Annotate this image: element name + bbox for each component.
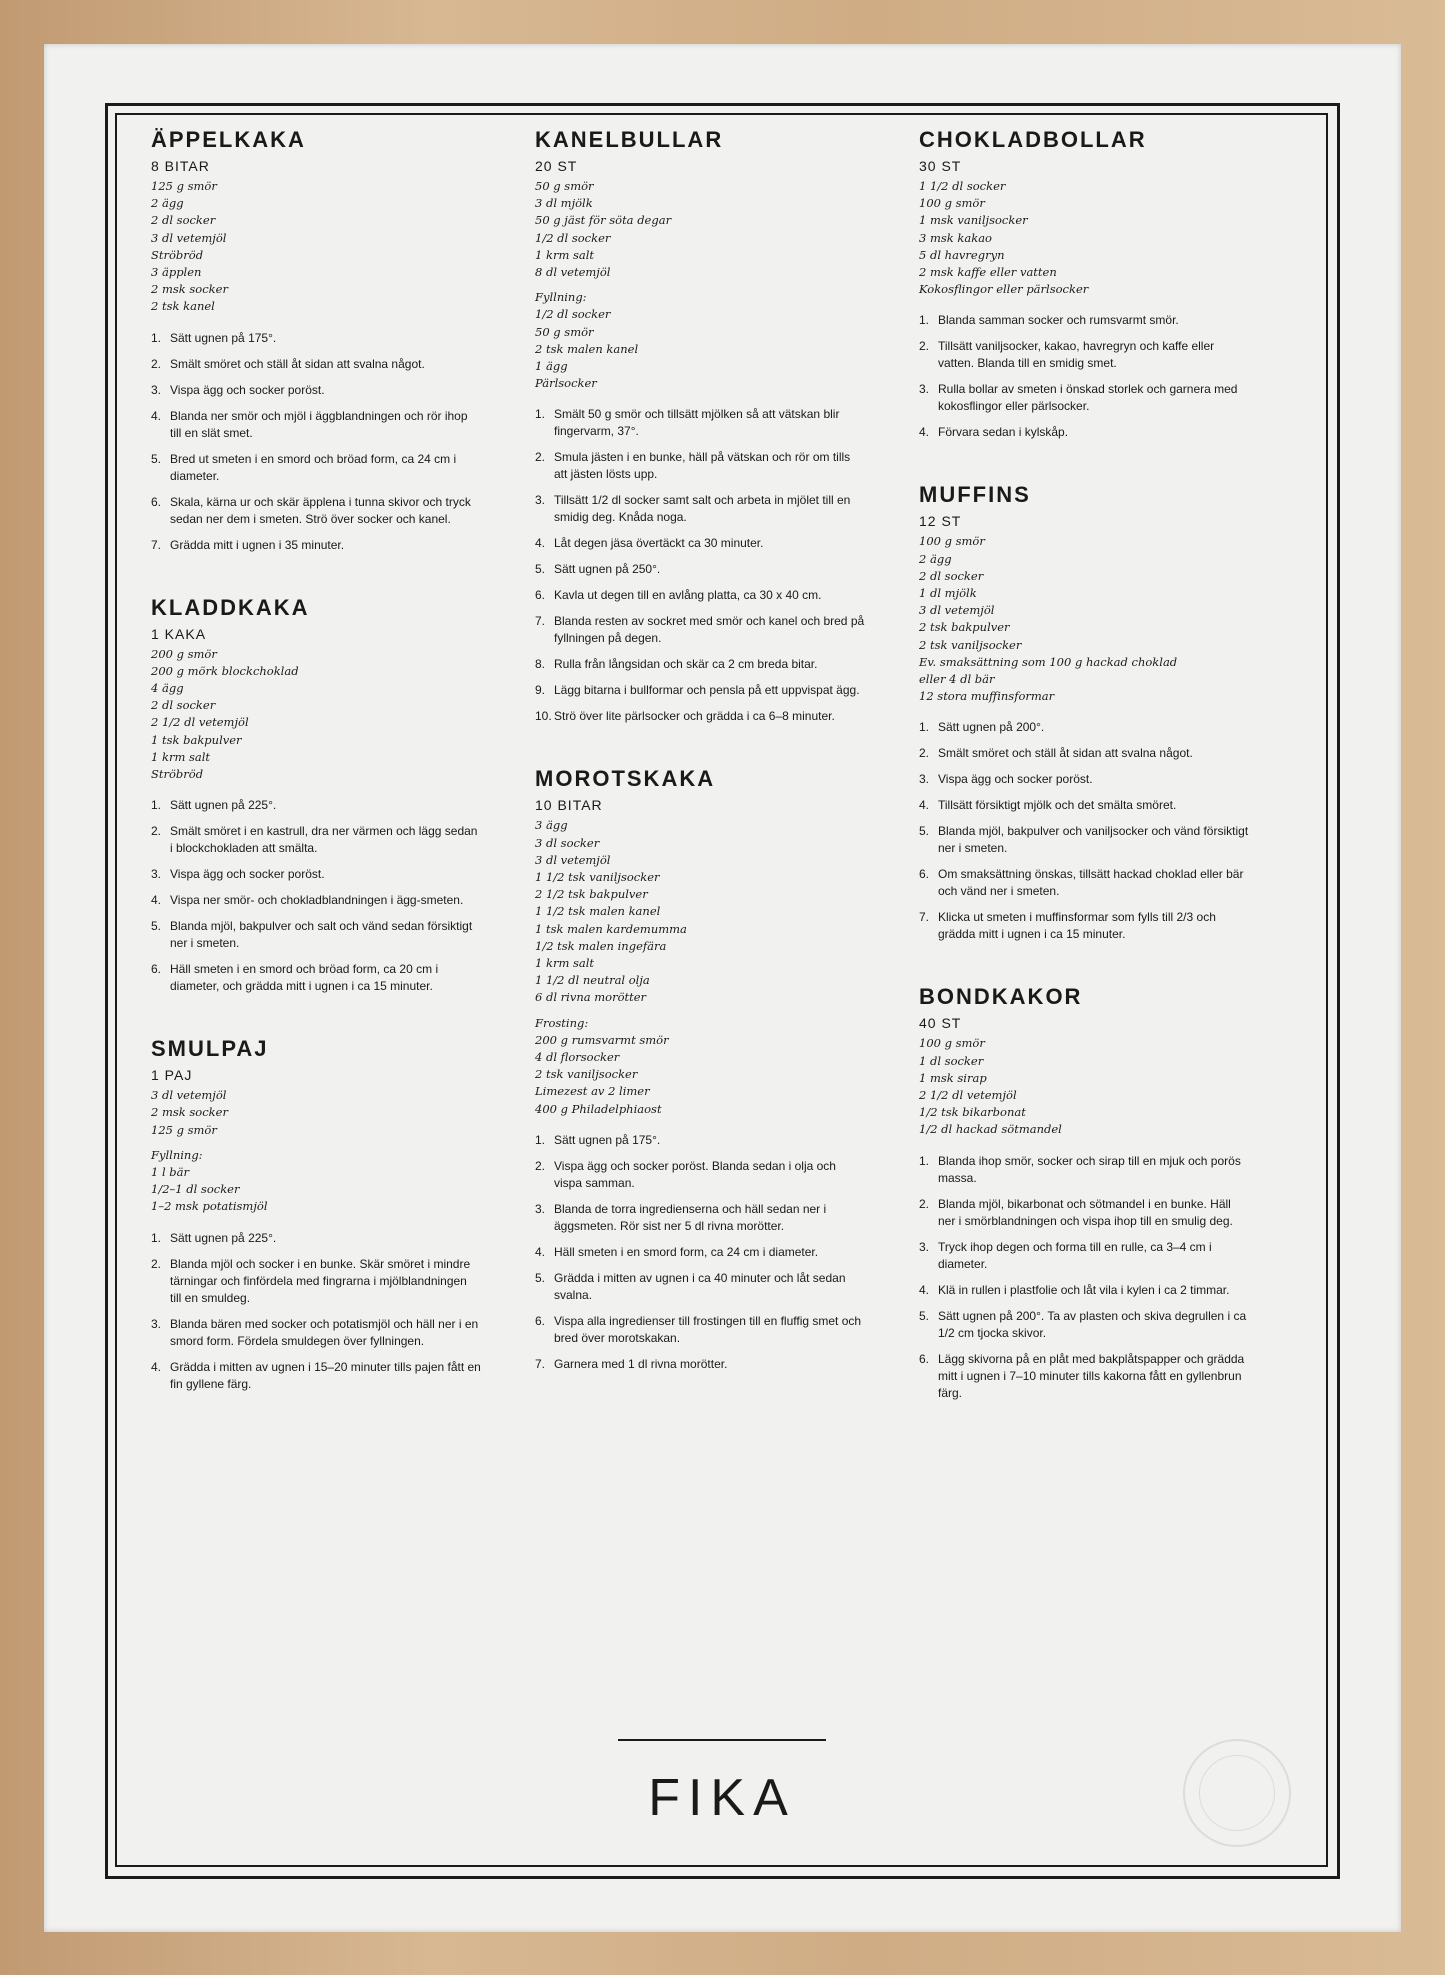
- step-number: 5.: [535, 562, 546, 577]
- step-text: Smält smöret och ställ åt sidan att svalna något.: [938, 746, 1193, 761]
- step-item: [151, 494, 481, 528]
- ingredient-item: 2 tsk vaniljsocker: [919, 637, 1022, 652]
- ingredient-item: 2 tsk kanel: [151, 299, 215, 314]
- step-number: 4.: [919, 425, 930, 440]
- ingredient-subheading: Fyllning:: [151, 1147, 203, 1162]
- step-number: 1.: [919, 313, 930, 328]
- recipe-card: [919, 983, 1249, 1401]
- ingredient-item: 200 g mörk blockchoklad: [151, 663, 299, 678]
- ingredient-item: 3 dl vetemjöl: [151, 1088, 227, 1103]
- step-item: [919, 909, 1249, 943]
- step-item: [919, 1308, 1249, 1342]
- ingredient-subheading: Fyllning:: [535, 290, 587, 305]
- ingredient-list: [151, 646, 481, 784]
- step-number: 3.: [535, 1201, 546, 1216]
- step-text: Blanda mjöl, bakpulver och vaniljsocker och vänd försiktigt ner i smeten.: [938, 824, 1249, 856]
- step-item: [535, 492, 865, 526]
- step-number: 4.: [919, 1282, 930, 1297]
- step-number: 4.: [151, 893, 162, 908]
- ingredient-item: 1 krm salt: [151, 749, 211, 764]
- ingredient-list: [535, 178, 865, 281]
- step-number: 2.: [151, 1256, 162, 1271]
- ingredient-item: 3 ägg: [535, 818, 568, 833]
- recipe-column-1: [151, 126, 481, 1433]
- step-item: [535, 561, 865, 578]
- ingredient-item: 2 msk socker: [151, 1105, 228, 1120]
- ingredient-item: Pärlsocker: [535, 376, 597, 391]
- step-number: 5.: [919, 1308, 930, 1323]
- step-number: 4.: [151, 1359, 162, 1374]
- recipe-title: CHOKLADBOLLAR: [919, 127, 1147, 152]
- step-list: [151, 1230, 481, 1393]
- ingredient-item: 125 g smör: [151, 1122, 217, 1137]
- step-item: [151, 1230, 481, 1247]
- step-number: 2.: [919, 1196, 930, 1211]
- step-text: Kavla ut degen till en avlång platta, ca 30 x 40 cm.: [554, 588, 822, 603]
- ingredient-subheading: Frosting:: [535, 1015, 589, 1030]
- step-text: Häll smeten i en smord form, ca 24 cm i diameter.: [554, 1244, 819, 1259]
- step-list: [151, 797, 481, 995]
- step-item: [919, 1351, 1249, 1402]
- step-number: 4.: [535, 1244, 546, 1259]
- step-text: Låt degen jäsa övertäckt ca 30 minuter.: [554, 536, 764, 551]
- step-number: 5.: [919, 824, 930, 839]
- step-text: Blanda mjöl, bakpulver och salt och vänd sedan försiktigt ner i smeten.: [170, 919, 473, 951]
- step-number: 7.: [919, 910, 930, 925]
- recipe-title: MUFFINS: [919, 482, 1031, 508]
- step-text: Blanda ihop smör, socker och sirap till en mjuk och porös massa.: [938, 1153, 1241, 1185]
- step-text: Förvara sedan i kylskåp.: [938, 425, 1069, 440]
- ingredient-item: 1 1/2 dl neutral olja: [535, 973, 650, 988]
- recipe-card: [151, 1035, 481, 1392]
- step-item: [919, 1196, 1249, 1230]
- step-text: Grädda i mitten av ugnen i 15–20 minuter tills pajen fått en fin gyllene färg.: [170, 1359, 481, 1391]
- step-list: [151, 330, 481, 554]
- ingredient-item: 6 dl rivna morötter: [535, 990, 647, 1005]
- step-number: 6.: [151, 962, 162, 977]
- step-text: Vispa ägg och socker poröst. Blanda sedan i olja och vispa samman.: [554, 1158, 836, 1190]
- ingredient-item: 1/2 dl socker: [535, 230, 611, 245]
- step-item: [919, 1282, 1249, 1299]
- recipe-yield: 30 ST: [919, 158, 962, 174]
- step-number: 3.: [535, 493, 546, 508]
- step-text: Sätt ugnen på 175°.: [170, 330, 277, 345]
- step-item: [535, 613, 865, 647]
- step-item: [919, 1239, 1249, 1273]
- ingredient-item: 3 msk kakao: [919, 230, 992, 245]
- step-number: 1.: [535, 407, 546, 422]
- step-item: [151, 356, 481, 373]
- step-text: Rulla bollar av smeten i önskad storlek och garnera med kokosflingor eller pärlsocker.: [938, 382, 1238, 414]
- step-text: Sätt ugnen på 200°.: [938, 720, 1045, 735]
- step-item: [919, 797, 1249, 814]
- step-text: Blanda mjöl och socker i en bunke. Skär smöret i mindre tärningar och finfördela med fingrarna i mjölblandningen till en smuldeg.: [170, 1256, 471, 1305]
- ingredient-item: 200 g smör: [151, 646, 217, 661]
- ingredient-item: 2 dl socker: [151, 698, 216, 713]
- step-text: Skala, kärna ur och skär äpplena i tunna skivor och tryck sedan ner dem i smeten. Strö över socker och kanel.: [170, 494, 471, 526]
- ingredient-item: 2 dl socker: [151, 213, 216, 228]
- extra-ingredient-list: [151, 1164, 481, 1216]
- ingredient-item: 4 ägg: [151, 681, 184, 696]
- recipe-yield: 1 KAKA: [151, 625, 207, 642]
- step-text: Sätt ugnen på 225°.: [170, 798, 277, 813]
- recipe-card: [151, 126, 481, 554]
- ingredient-item: 1 tsk malen kardemumma: [535, 921, 687, 936]
- ingredient-list: [151, 178, 481, 316]
- step-text: Blanda de torra ingredienserna och häll sedan ner i äggsmeten. Rör sist ner 5 dl rivna morötter.: [554, 1201, 827, 1233]
- step-number: 6.: [535, 1313, 546, 1328]
- step-item: [151, 918, 481, 952]
- ingredient-item: Limezest av 2 limer: [535, 1084, 650, 1099]
- recipe-card: [919, 481, 1249, 943]
- step-number: 2.: [151, 824, 162, 839]
- step-text: Tryck ihop degen och forma till en rulle, ca 3–4 cm i diameter.: [938, 1239, 1212, 1271]
- step-text: Smält smöret i en kastrull, dra ner värmen och lägg sedan i blockchokladen att smälta.: [170, 824, 478, 856]
- ingredient-item: 3 dl socker: [535, 835, 600, 850]
- ingredient-item: 2 1/2 tsk bakpulver: [535, 887, 648, 902]
- ingredient-list: [919, 1035, 1249, 1138]
- step-item: [151, 382, 481, 399]
- ingredient-item: 5 dl havregryn: [919, 247, 1005, 262]
- ingredient-item: 1 tsk bakpulver: [151, 732, 242, 747]
- ingredient-item: 3 dl vetemjöl: [151, 230, 227, 245]
- ingredient-item: 50 g jäst för söta degar: [535, 213, 672, 228]
- step-item: [535, 656, 865, 673]
- step-text: Blanda bären med socker och potatismjöl och häll ner i en smord form. Fördela smuldegen över fyllningen.: [170, 1316, 479, 1348]
- recipe-yield: 8 BITAR: [151, 158, 210, 174]
- ingredient-item: 2 tsk vaniljsocker: [535, 1067, 638, 1082]
- step-number: 6.: [919, 867, 930, 882]
- extra-ingredient-list: [535, 1032, 865, 1118]
- step-item: [535, 682, 865, 699]
- step-item: [535, 1356, 865, 1373]
- ingredient-item: 4 dl florsocker: [535, 1050, 620, 1065]
- ingredient-item: 3 dl vetemjöl: [919, 603, 995, 618]
- extra-ingredient-list: [535, 306, 865, 392]
- step-list: [919, 1153, 1249, 1402]
- recipe-yield: 12 ST: [919, 513, 962, 530]
- ingredient-item: 1/2 tsk malen ingefära: [535, 938, 667, 953]
- step-text: Sätt ugnen på 175°.: [554, 1132, 661, 1147]
- recipe-title: MOROTSKAKA: [535, 766, 716, 792]
- step-text: Garnera med 1 dl rivna morötter.: [554, 1356, 728, 1371]
- ingredient-item: Kokosflingor eller pärlsocker: [919, 282, 1089, 297]
- ingredient-item: 1 ägg: [535, 359, 568, 374]
- ingredient-item: 2 ägg: [151, 196, 184, 211]
- step-number: 3.: [919, 772, 930, 787]
- step-text: Tillsätt 1/2 dl socker samt salt och arbeta in mjölet till en smidig deg. Knåda noga.: [554, 493, 851, 525]
- ingredient-item: 1 1/2 tsk vaniljsocker: [535, 870, 660, 885]
- step-number: 2.: [919, 746, 930, 761]
- ingredient-item: 2 1/2 dl vetemjöl: [919, 1088, 1017, 1103]
- step-text: Grädda i mitten av ugnen i ca 40 minuter och låt sedan svalna.: [554, 1270, 846, 1302]
- step-item: [151, 537, 481, 554]
- step-text: Vispa ägg och socker poröst.: [938, 772, 1093, 787]
- step-number: 4.: [535, 536, 546, 551]
- step-text: Vispa ägg och socker poröst.: [170, 382, 325, 397]
- step-text: Häll smeten i en smord och bröad form, ca 20 cm i diameter, och grädda mitt i ugnen i ca 15 minuter.: [170, 962, 439, 994]
- step-item: [151, 1316, 481, 1350]
- step-text: Smält smöret och ställ åt sidan att svalna något.: [170, 356, 425, 371]
- ingredient-item: 12 stora muffinsformar: [919, 689, 1055, 704]
- recipe-card: [919, 126, 1249, 441]
- step-text: Rulla från långsidan och skär ca 2 cm breda bitar.: [554, 657, 818, 672]
- step-number: 5.: [151, 451, 162, 466]
- step-number: 1.: [151, 330, 162, 345]
- ingredient-item: 2 ägg: [919, 551, 952, 566]
- step-number: 7.: [535, 614, 546, 629]
- ingredient-item: Ev. smaksättning som 100 g hackad choklad: [919, 654, 1178, 669]
- step-item: [535, 1244, 865, 1261]
- step-number: 10.: [535, 709, 552, 724]
- recipe-card: [535, 126, 865, 725]
- step-number: 3.: [151, 867, 162, 882]
- step-number: 7.: [535, 1356, 546, 1371]
- recipe-column-3: [919, 126, 1249, 1442]
- ingredient-item: 1/2–1 dl socker: [151, 1182, 240, 1197]
- ingredient-item: 2 tsk bakpulver: [919, 620, 1010, 635]
- step-list: [535, 1132, 865, 1373]
- ingredient-item: 2 dl socker: [919, 568, 984, 583]
- step-item: [535, 1158, 865, 1192]
- step-item: [535, 708, 865, 725]
- step-text: Blanda mjöl, bikarbonat och sötmandel i en bunke. Häll ner i smörblandningen och vispa ihop till en smulig deg.: [938, 1196, 1233, 1228]
- step-number: 6.: [151, 494, 162, 509]
- step-item: [535, 1201, 865, 1235]
- ingredient-item: 1/2 tsk bikarbonat: [919, 1105, 1026, 1120]
- step-text: Klä in rullen i plastfolie och låt vila i kylen i ca 2 timmar.: [938, 1282, 1230, 1297]
- ingredient-item: 200 g rumsvarmt smör: [535, 1032, 669, 1047]
- step-number: 6.: [919, 1351, 930, 1366]
- step-number: 4.: [919, 798, 930, 813]
- poster-title: FIKA: [648, 1769, 796, 1827]
- step-text: Strö över lite pärlsocker och grädda i ca 6–8 minuter.: [554, 709, 835, 724]
- step-number: 1.: [919, 1153, 930, 1168]
- ingredient-item: Ströbröd: [151, 767, 204, 782]
- step-item: [919, 745, 1249, 762]
- step-item: [535, 1313, 865, 1347]
- step-text: Vispa ägg och socker poröst.: [170, 867, 325, 882]
- ingredient-item: 100 g smör: [919, 196, 985, 211]
- step-number: 2.: [151, 356, 162, 371]
- step-text: Om smaksättning önskas, tillsätt hackad choklad eller bär och vänd ner i smeten.: [938, 867, 1244, 899]
- recipe-yield: 40 ST: [919, 1015, 962, 1032]
- step-text: Sätt ugnen på 200°. Ta av plasten och skiva degrullen i ca 1/2 cm tjocka skivor.: [938, 1308, 1247, 1340]
- embossed-seal-stamp: [1183, 1739, 1291, 1847]
- step-number: 3.: [151, 1316, 162, 1331]
- ingredient-item: 8 dl vetemjöl: [535, 265, 611, 280]
- step-number: 2.: [535, 1158, 546, 1173]
- step-item: [919, 1153, 1249, 1187]
- step-number: 3.: [919, 382, 930, 397]
- step-item: [919, 424, 1249, 441]
- step-number: 1.: [535, 1132, 546, 1147]
- step-text: Klicka ut smeten i muffinsformar som fylls till 2/3 och grädda mitt i ugnen i ca 15 minuter.: [938, 910, 1216, 942]
- step-list: [535, 406, 865, 725]
- step-item: [151, 797, 481, 814]
- step-item: [919, 381, 1249, 415]
- ingredient-item: 1 krm salt: [535, 247, 595, 262]
- step-list: [919, 312, 1249, 441]
- step-text: Blanda ner smör och mjöl i äggblandningen och rör ihop till en slät smet.: [170, 408, 468, 440]
- ingredient-list: [919, 178, 1249, 298]
- step-number: 5.: [535, 1270, 546, 1285]
- step-number: 3.: [151, 382, 162, 397]
- ingredient-list: [919, 533, 1249, 705]
- step-text: Vispa alla ingredienser till frostingen till en fluffig smet och bred över morotskakan.: [554, 1313, 862, 1345]
- ingredient-item: 2 msk socker: [151, 282, 228, 297]
- step-item: [535, 406, 865, 440]
- ingredient-item: 1/2 dl hackad sötmandel: [919, 1122, 1062, 1137]
- step-item: [535, 1132, 865, 1149]
- step-item: [535, 587, 865, 604]
- step-number: 9.: [535, 683, 546, 698]
- step-number: 2.: [919, 339, 930, 354]
- ingredient-list: [535, 817, 865, 1006]
- step-number: 4.: [151, 408, 162, 423]
- step-number: 5.: [151, 919, 162, 934]
- recipe-yield: 10 BITAR: [535, 797, 603, 814]
- step-number: 7.: [151, 537, 162, 552]
- step-item: [151, 961, 481, 995]
- ingredient-item: 1/2 dl socker: [535, 307, 611, 322]
- step-text: Blanda samman socker och rumsvarmt smör.: [938, 313, 1179, 328]
- recipe-title: KLADDKAKA: [151, 594, 310, 620]
- title-divider: [618, 1739, 826, 1741]
- step-item: [151, 866, 481, 883]
- ingredient-item: 1 msk sirap: [919, 1070, 987, 1085]
- step-item: [151, 823, 481, 857]
- step-item: [151, 1256, 481, 1307]
- recipe-column-2: [535, 126, 865, 1413]
- step-item: [919, 823, 1249, 857]
- ingredient-item: Ströbröd: [151, 247, 204, 262]
- ingredient-item: 2 tsk malen kanel: [535, 341, 639, 356]
- recipe-title: KANELBULLAR: [535, 127, 724, 152]
- step-text: Grädda mitt i ugnen i 35 minuter.: [170, 537, 345, 552]
- step-text: Sätt ugnen på 250°.: [554, 562, 661, 577]
- step-item: [151, 1359, 481, 1393]
- step-text: Smält 50 g smör och tillsätt mjölken så att vätskan blir fingervarm, 37°.: [554, 407, 840, 439]
- step-item: [151, 330, 481, 347]
- ingredient-item: 100 g smör: [919, 1036, 985, 1051]
- ingredient-item: 400 g Philadelphiaost: [535, 1101, 662, 1116]
- ingredient-item: 1 1/2 tsk malen kanel: [535, 904, 661, 919]
- recipe-yield: 20 ST: [535, 158, 578, 174]
- ingredient-item: 1 krm salt: [535, 956, 595, 971]
- step-item: [151, 408, 481, 442]
- step-item: [919, 312, 1249, 329]
- ingredient-item: 125 g smör: [151, 179, 217, 193]
- step-text: Blanda resten av sockret med smör och kanel och bred på fyllningen på degen.: [554, 614, 865, 646]
- step-number: 8.: [535, 657, 546, 672]
- ingredient-item: 1 dl socker: [919, 1053, 984, 1068]
- ingredient-item: 1 msk vaniljsocker: [919, 213, 1028, 228]
- seal-inner-ring: [1199, 1755, 1275, 1831]
- step-text: Vispa ner smör- och chokladblandningen i ägg-smeten.: [170, 893, 464, 908]
- ingredient-item: 2 msk kaffe eller vatten: [919, 265, 1057, 280]
- step-item: [151, 451, 481, 485]
- step-number: 2.: [535, 450, 546, 465]
- step-item: [535, 449, 865, 483]
- step-text: Bred ut smeten i en smord och bröad form, ca 24 cm i diameter.: [170, 451, 457, 483]
- step-text: Tillsätt vaniljsocker, kakao, havregryn och kaffe eller vatten. Blanda till en smidig smet.: [938, 339, 1215, 371]
- step-number: 1.: [919, 720, 930, 735]
- recipe-yield: 1 PAJ: [151, 1067, 193, 1084]
- ingredient-item: 3 dl vetemjöl: [535, 852, 611, 867]
- ingredient-item: 50 g smör: [535, 324, 594, 339]
- ingredient-item: 3 dl mjölk: [535, 196, 593, 211]
- step-text: Sätt ugnen på 225°.: [170, 1230, 277, 1245]
- ingredient-item: 1 l bär: [151, 1165, 190, 1180]
- ingredient-item: 1–2 msk potatismjöl: [151, 1199, 268, 1214]
- step-item: [151, 892, 481, 909]
- step-number: 6.: [535, 588, 546, 603]
- step-item: [919, 771, 1249, 788]
- step-text: Smula jästen i en bunke, häll på vätskan och rör om tills att jästen lösts upp.: [554, 450, 851, 482]
- step-item: [919, 866, 1249, 900]
- step-item: [535, 535, 865, 552]
- step-number: 1.: [151, 1230, 162, 1245]
- ingredient-item: 2 1/2 dl vetemjöl: [151, 715, 249, 730]
- step-item: [919, 338, 1249, 372]
- ingredient-item: 100 g smör: [919, 534, 985, 549]
- ingredient-item: 1 dl mjölk: [919, 586, 977, 601]
- step-text: Lägg skivorna på en plåt med bakplåtspapper och grädda mitt i ugnen i 7–10 minuter tills kakorna fått en gyllenbrun färg.: [938, 1351, 1245, 1400]
- step-number: 3.: [919, 1239, 930, 1254]
- ingredient-item: 50 g smör: [535, 179, 594, 193]
- ingredient-item: eller 4 dl bär: [919, 672, 995, 687]
- step-text: Tillsätt försiktigt mjölk och det smälta smöret.: [938, 798, 1177, 813]
- ingredient-item: 1 1/2 dl socker: [919, 179, 1006, 193]
- step-list: [919, 719, 1249, 943]
- ingredient-item: 3 äpplen: [151, 265, 202, 280]
- step-item: [535, 1270, 865, 1304]
- recipe-card: [535, 765, 865, 1372]
- recipe-title: ÄPPELKAKA: [151, 127, 306, 152]
- step-text: Lägg bitarna i bullformar och pensla på ett uppvispat ägg.: [554, 683, 860, 698]
- ingredient-list: [151, 1087, 481, 1139]
- recipe-card: [151, 594, 481, 996]
- recipe-title: BONDKAKOR: [919, 984, 1083, 1010]
- step-number: 1.: [151, 798, 162, 813]
- recipe-title: SMULPAJ: [151, 1036, 269, 1062]
- step-item: [919, 719, 1249, 736]
